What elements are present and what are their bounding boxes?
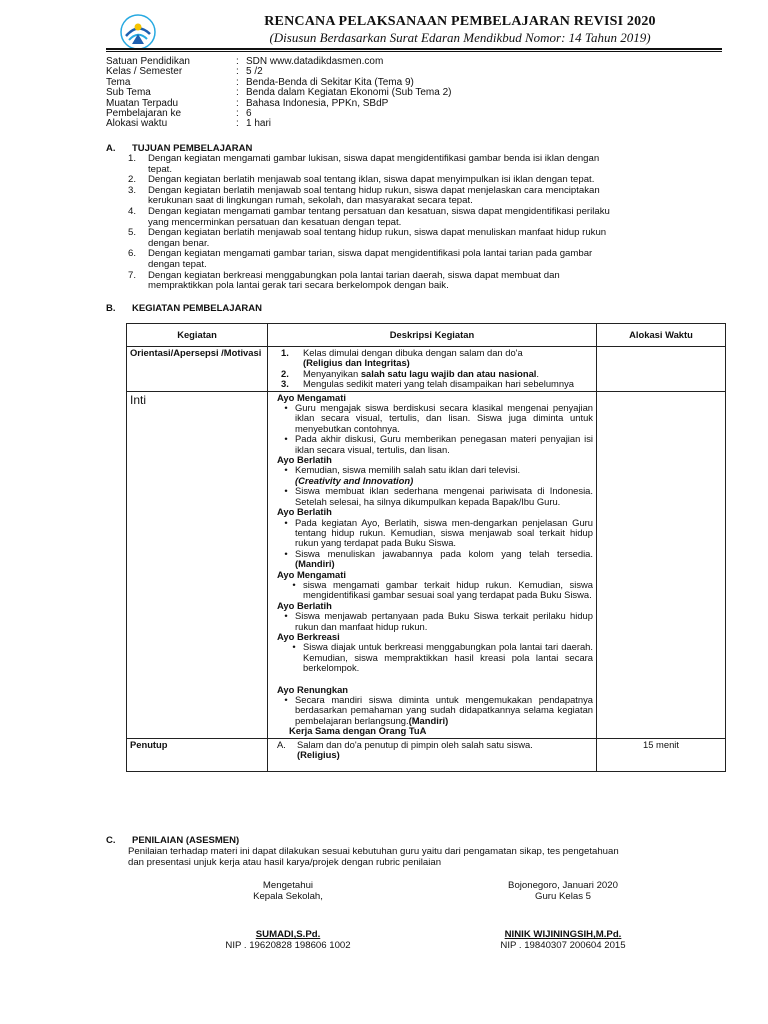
- identity-value: Bahasa Indonesia, PPKn, SBdP: [246, 97, 389, 109]
- identity-key: Alokasi waktu: [106, 118, 168, 130]
- goal-number: 3.: [128, 184, 137, 196]
- identity-key: Sub Tema: [106, 87, 151, 99]
- bullet-icon: •: [284, 485, 288, 497]
- section-number: B.: [106, 303, 116, 314]
- list-item: [271, 740, 593, 761]
- bullet-item: [271, 465, 593, 486]
- identity-sep: :: [236, 76, 239, 88]
- identity-value: Benda-Benda di Sekitar Kita (Tema 9): [246, 76, 414, 88]
- goal-line: yang mencerminkan persatuan dan kesatuan dengan tepat.: [148, 216, 402, 228]
- penutup-description: [268, 738, 597, 771]
- bullet-item: [271, 486, 593, 507]
- goal-line: Dengan kegiatan berlatih menjawab soal tentang iklan, siswa dapat menyimpulkan isi iklan dengan tepat.: [148, 174, 595, 186]
- group-title: Ayo Mengamati: [277, 568, 346, 580]
- identity-sep: :: [236, 56, 239, 67]
- signature-nip: NIP . 19620828 198606 1002: [225, 940, 351, 951]
- identity-sep: :: [236, 118, 239, 130]
- identity-value: SDN www.datadikdasmen.com: [246, 56, 384, 67]
- bullet-text-plain: Siswa menuliskan jawabannya pada kolom yang telah tersedia.: [295, 547, 593, 559]
- header-deskripsi: Deskripsi Kegiatan: [268, 324, 597, 347]
- identity-value: 5 /2: [246, 66, 263, 78]
- table-row-penutup: [127, 738, 726, 771]
- bullet-text: Guru mengajak siswa berdiskusi secara klasikal mengenai penyajian iklan secara visual, tertulis, dan lisan. Siswa juga diminta untuk menyebutkan contohnya.: [295, 402, 593, 434]
- inti-footer: Kerja Sama dengan Orang TuA: [289, 725, 427, 737]
- group-title: Ayo Renungkan: [277, 683, 349, 695]
- identity-row: [106, 119, 726, 129]
- identity-key: Satuan Pendidikan: [106, 56, 190, 67]
- section-title: TUJUAN PEMBELAJARAN: [132, 143, 253, 154]
- identity-row: [106, 67, 726, 77]
- table-row-inti: [127, 391, 726, 738]
- goal-text: [148, 186, 718, 207]
- item-text-plain: Salam dan do'a penutup di pimpin oleh salah satu siswa.: [297, 738, 533, 750]
- bullet-icon: •: [284, 610, 288, 622]
- identity-row: [106, 57, 726, 67]
- identity-value: 6: [246, 107, 252, 119]
- tut-wuri-logo-icon: [120, 14, 156, 50]
- item-text: [303, 348, 593, 369]
- bullet-text: [295, 549, 593, 570]
- goal-number: 4.: [128, 205, 137, 217]
- identity-value: 1 hari: [246, 118, 272, 130]
- bullet-icon: •: [284, 464, 288, 476]
- goal-item: [128, 249, 718, 270]
- document-title: RENCANA PELAKSANAAN PEMBELAJARAN REVISI 2020: [264, 14, 656, 29]
- identity-block: [106, 57, 726, 130]
- goal-line: kerukunan saat di lingkungan rumah, sekolah, dan masyarakat secara tepat.: [148, 195, 473, 207]
- bullet-text: Pada akhir diskusi, Guru memberikan penegasan materi penyajian isi iklan secara visual, tertulis, dan lisan.: [295, 433, 593, 455]
- bullet-tag: (Mandiri): [295, 558, 335, 570]
- bullet-text-plain: Kemudian, siswa memilih salah satu iklan dari televisi.: [295, 464, 521, 476]
- goal-line: Dengan kegiatan berlatih menjawab soal tentang hidup rukun, siswa dapat menuliskan manfaat hidup rukun: [148, 227, 607, 239]
- header-rule-thick: [106, 48, 722, 50]
- group-title: Ayo Berlatih: [277, 506, 332, 518]
- item-text-plain: Kelas dimulai dengan dibuka dengan salam dan do'a: [303, 347, 523, 358]
- goal-text: [148, 154, 718, 175]
- goal-number: 1.: [128, 153, 137, 164]
- identity-sep: :: [236, 97, 239, 109]
- orientasi-description: [268, 347, 597, 392]
- signature-right: [466, 929, 660, 951]
- item-text-bold: salah satu lagu wajib dan atau nasional: [360, 367, 537, 379]
- bullet-icon: •: [292, 641, 296, 653]
- goal-number: 6.: [128, 248, 137, 260]
- bullet-icon: •: [284, 547, 288, 559]
- bullet-item: [271, 580, 593, 601]
- item-text-plain: Menyanyikan: [303, 367, 361, 379]
- inti-alokasi: [597, 391, 726, 738]
- bullet-text: Siswa menjawab pertanyaan pada Buku Siswa terkait perilaku hidup rukun dan manfaat hidup rukun.: [295, 610, 593, 632]
- goal-line: dengan benar.: [148, 237, 210, 249]
- goal-number: 5.: [128, 227, 137, 239]
- group-title: Ayo Berkreasi: [277, 630, 340, 642]
- goal-number: 2.: [128, 174, 137, 186]
- table-row-orientasi: [127, 347, 726, 392]
- group-title: Ayo Berlatih: [277, 599, 332, 611]
- identity-sep: :: [236, 87, 239, 99]
- goal-line: Dengan kegiatan mengamati gambar tarian, siswa dapat mengidentifikasi pola lantai tarian pada gambar: [148, 248, 593, 260]
- bullet-text: Siswa diajak untuk berkreasi menggabungkan pola lantai tari daerah. Kemudian, siswa mempraktikkan hasil kreasi pola lantai secara berkelompok.: [303, 641, 593, 674]
- phase-penutup-label: Penutup: [127, 738, 268, 771]
- goal-line: Dengan kegiatan mengamati gambar tentang persatuan dan kesatuan, siswa dapat mengidentifikasi perilaku: [148, 205, 610, 217]
- bullet-item: [271, 611, 593, 632]
- signature-left-heading: [218, 880, 358, 902]
- table-header-row: [127, 324, 726, 347]
- bullet-item: [271, 518, 593, 549]
- list-item: [271, 348, 593, 369]
- identity-row: [106, 109, 726, 119]
- section-title: PENILAIAN (ASESMEN): [132, 835, 240, 846]
- identity-sep: :: [236, 66, 239, 78]
- bullet-icon: •: [284, 402, 288, 414]
- goal-line: Dengan kegiatan berlatih menjawab soal tentang hidup rukun, siswa dapat menjelaskan cara menciptakan: [148, 184, 600, 196]
- item-number: 2.: [281, 367, 289, 379]
- identity-key: Muatan Terpadu: [106, 97, 179, 109]
- section-number: C.: [106, 835, 116, 846]
- bullet-text: Siswa membuat iklan sederhana mengenai pariwisata di Indonesia. Setelah selesai, ha silnya dikumpulkan kepada Bapak/Ibu Guru.: [295, 485, 593, 507]
- goal-line: tepat.: [148, 163, 173, 175]
- goal-text: [148, 249, 718, 270]
- bullet-text: [295, 695, 593, 726]
- item-text-bold: (Religius dan Integritas): [303, 357, 410, 369]
- penutup-alokasi: 15 menit: [597, 738, 726, 771]
- identity-key: Kelas / Semester: [106, 66, 183, 78]
- bullet-item: [271, 549, 593, 570]
- phase-inti-label: Inti: [127, 391, 268, 738]
- bullet-item: [271, 403, 593, 434]
- item-number: 3.: [281, 378, 289, 390]
- section-b-heading: [106, 303, 262, 314]
- item-text-bold: (Religius): [297, 749, 340, 761]
- identity-sep: :: [236, 107, 239, 119]
- assessment-line: Penilaian terhadap materi ini dapat dilakukan sesuai kebutuhan guru yaitu dari pengamatan sikap, tes pengetahuan: [128, 846, 619, 857]
- orientasi-alokasi: [597, 347, 726, 392]
- goal-text: [148, 207, 718, 228]
- goal-text: [148, 228, 718, 249]
- goals-list: [128, 154, 718, 292]
- goal-line: dengan tepat.: [148, 258, 207, 270]
- item-number: 1.: [281, 347, 289, 358]
- assessment-line: dan presentasi unjuk kerja atau hasil karya/projek dengan rubric penilaian: [128, 857, 442, 868]
- identity-row: [106, 88, 726, 98]
- document-subtitle: (Disusun Berdasarkan Surat Edaran Mendikbud Nomor: 14 Tahun 2019): [269, 30, 651, 45]
- signature-role-line: Guru Kelas 5: [535, 891, 591, 902]
- goal-item: [128, 228, 718, 249]
- bullet-icon: •: [292, 578, 296, 590]
- identity-key: Pembelajaran ke: [106, 107, 182, 119]
- goal-text: [148, 271, 718, 292]
- bullet-text: siswa mengamati gambar terkait hidup rukun. Kemudian, siswa mengidentifikasi gambar sesuai soal yang terdapat pada Buku Siswa.: [303, 578, 593, 601]
- header-rule-thin: [106, 51, 722, 52]
- signature-role-line: Mengetahui: [262, 880, 314, 891]
- goal-item: [128, 207, 718, 228]
- group-title: Ayo Berlatih: [277, 454, 332, 466]
- section-number: A.: [106, 143, 116, 154]
- inti-description: [268, 391, 597, 738]
- activities-table: [126, 323, 726, 772]
- signature-left: [198, 929, 378, 951]
- group-title: Ayo Mengamati: [277, 391, 346, 403]
- goal-item: [128, 186, 718, 207]
- bullet-icon: •: [284, 433, 288, 445]
- goal-item: [128, 271, 718, 292]
- header-kegiatan: Kegiatan: [127, 324, 268, 347]
- header-alokasi: Alokasi Waktu: [597, 324, 726, 347]
- bullet-tag: (Mandiri): [408, 714, 449, 726]
- phase-orientasi-label: Orientasi/Apersepsi /Motivasi: [127, 347, 268, 392]
- signature-name: SUMADI,S.Pd.: [255, 929, 321, 940]
- list-item: [271, 379, 593, 389]
- bullet-item: [271, 434, 593, 455]
- bullet-note: (Creativity and Innovation): [295, 474, 414, 486]
- bullet-item: [271, 695, 593, 726]
- signature-place-date: Bojonegoro, Januari 2020: [508, 880, 618, 891]
- identity-key: Tema: [106, 76, 131, 88]
- section-c-heading: [106, 835, 239, 846]
- bullet-text: [295, 465, 593, 486]
- goal-item: [128, 154, 718, 175]
- goal-line: Dengan kegiatan berkreasi menggabungkan pola lantai tarian daerah, siswa dapat membuat dan: [148, 269, 560, 281]
- goal-line: mempraktikkan pola lantai gerak tari secara berkelompok dengan baik.: [148, 280, 449, 292]
- signature-right-heading: [478, 880, 648, 902]
- signature-role-line: Kepala Sekolah,: [253, 891, 323, 902]
- item-text: [297, 740, 593, 761]
- signature-nip: NIP . 19840307 200604 2015: [500, 940, 626, 951]
- signature-name: NINIK WIJININGSIH,M.Pd.: [504, 929, 622, 940]
- item-number: A.: [277, 738, 286, 750]
- identity-value: Benda dalam Kegiatan Ekonomi (Sub Tema 2): [246, 87, 452, 99]
- assessment-text: [128, 846, 728, 868]
- item-text-tail: .: [536, 367, 540, 379]
- bullet-icon: •: [284, 516, 288, 528]
- bullet-text-plain: Secara mandiri siswa diminta untuk mengemukakan pendapatnya berdasarkan pemahaman yang sudah didapatkannya selama kegiatan pembelajaran berlangsung.: [295, 694, 593, 726]
- goal-line: Dengan kegiatan mengamati gambar lukisan, siswa dapat mengidentifikasi gambar benda isi iklan dengan: [148, 153, 600, 164]
- item-text: Mengulas sedikit materi yang telah disampaikan hari sebelumnya: [303, 378, 574, 390]
- goal-number: 7.: [128, 269, 137, 281]
- section-title: KEGIATAN PEMBELAJARAN: [132, 303, 263, 314]
- bullet-text: Pada kegiatan Ayo, Berlatih, siswa men-dengarkan penjelasan Guru tentang hidup rukun. Kemudian, siswa menjawab soal terkait hidup rukun yang terdapat pada Buku Siswa.: [295, 516, 593, 549]
- bullet-item: [271, 642, 593, 673]
- bullet-icon: •: [284, 694, 288, 705]
- orientasi-list: [271, 348, 593, 390]
- identity-row: [106, 99, 726, 109]
